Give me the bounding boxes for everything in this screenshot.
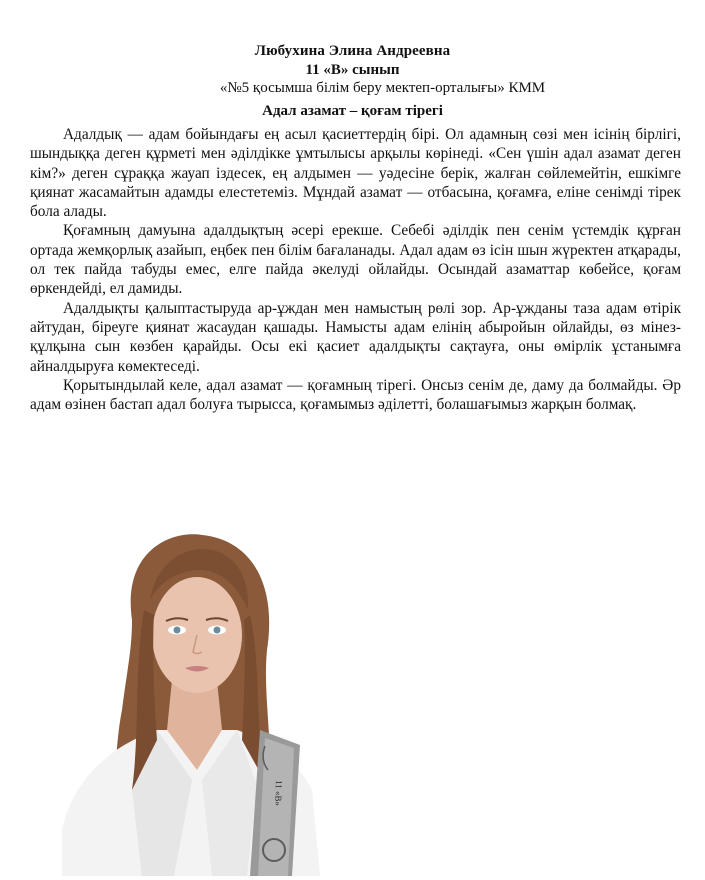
sash-label: 11 «В» — [273, 779, 284, 807]
grade-line: 11 «В» сынып — [305, 62, 400, 78]
essay-title: Адал азамат – қоғам тірегі — [262, 103, 443, 119]
school-name: «№5 қосымша білім беру мектеп-орталығы» КММ — [219, 80, 546, 96]
essay-body — [30, 125, 681, 414]
author-photo — [62, 530, 320, 876]
author-name: Любухина Элина Андреевна — [254, 43, 451, 59]
paragraph-3: Адалдықты қалыптастыруда ар-ұждан мен намыстың рөлі зор. Ар-ұжданы таза адам өтірік айтудан, біреуге қиянат жасаудан қашады. Намысты адам елінің абыройын ойлайды, өз мінез-құлқына сын көзбен қарайды. Осы екі қасиет адалдықты сақтауға, оны өмірлік ұстанымға айналдыруға көмектеседі. — [30, 299, 681, 375]
paragraph-4: Қорытындылай келе, адал азамат — қоғамның тірегі. Онсыз сенім де, даму да болмайды. Әр адам өзінен бастап адал болуға тырысса, қоғамымыз әділетті, болашағымыз жарқын болмақ. — [30, 376, 681, 414]
paragraph-1: Адалдық — адам бойындағы ең асыл қасиеттердің бірі. Ол адамның сөзі мен ісінің бірлігі, шындыққа деген құрметі мен әділдікке ұмтылысы арқылы көрінеді. «Сен үшін адал азамат деген кім?» деген сұраққа жауап іздесек, ең алдымен — уәдесіне берік, жалған сөйлемейтін, ешкімге қиянат жасамайтын адамды елестетеміз. Мұндай азамат — отбасына, қоғамға, еліне сенімді тірек бола алады. — [30, 126, 681, 221]
document-header — [0, 42, 705, 122]
paragraph-2: Қоғамның дамуына адалдықтың әсері ерекше. Себебі әділдік пен сенім үстемдік құрған ортада жемқорлық азайып, еңбек пен білім бағаланады. Адал адам өз ісін шын жүректен атқарады, ол тек пайда табуды емес, елге пайда әкелуді ойлайды. Осындай азаматтар көбейсе, қоғам өркендейді, ел дамиды. — [30, 222, 681, 298]
